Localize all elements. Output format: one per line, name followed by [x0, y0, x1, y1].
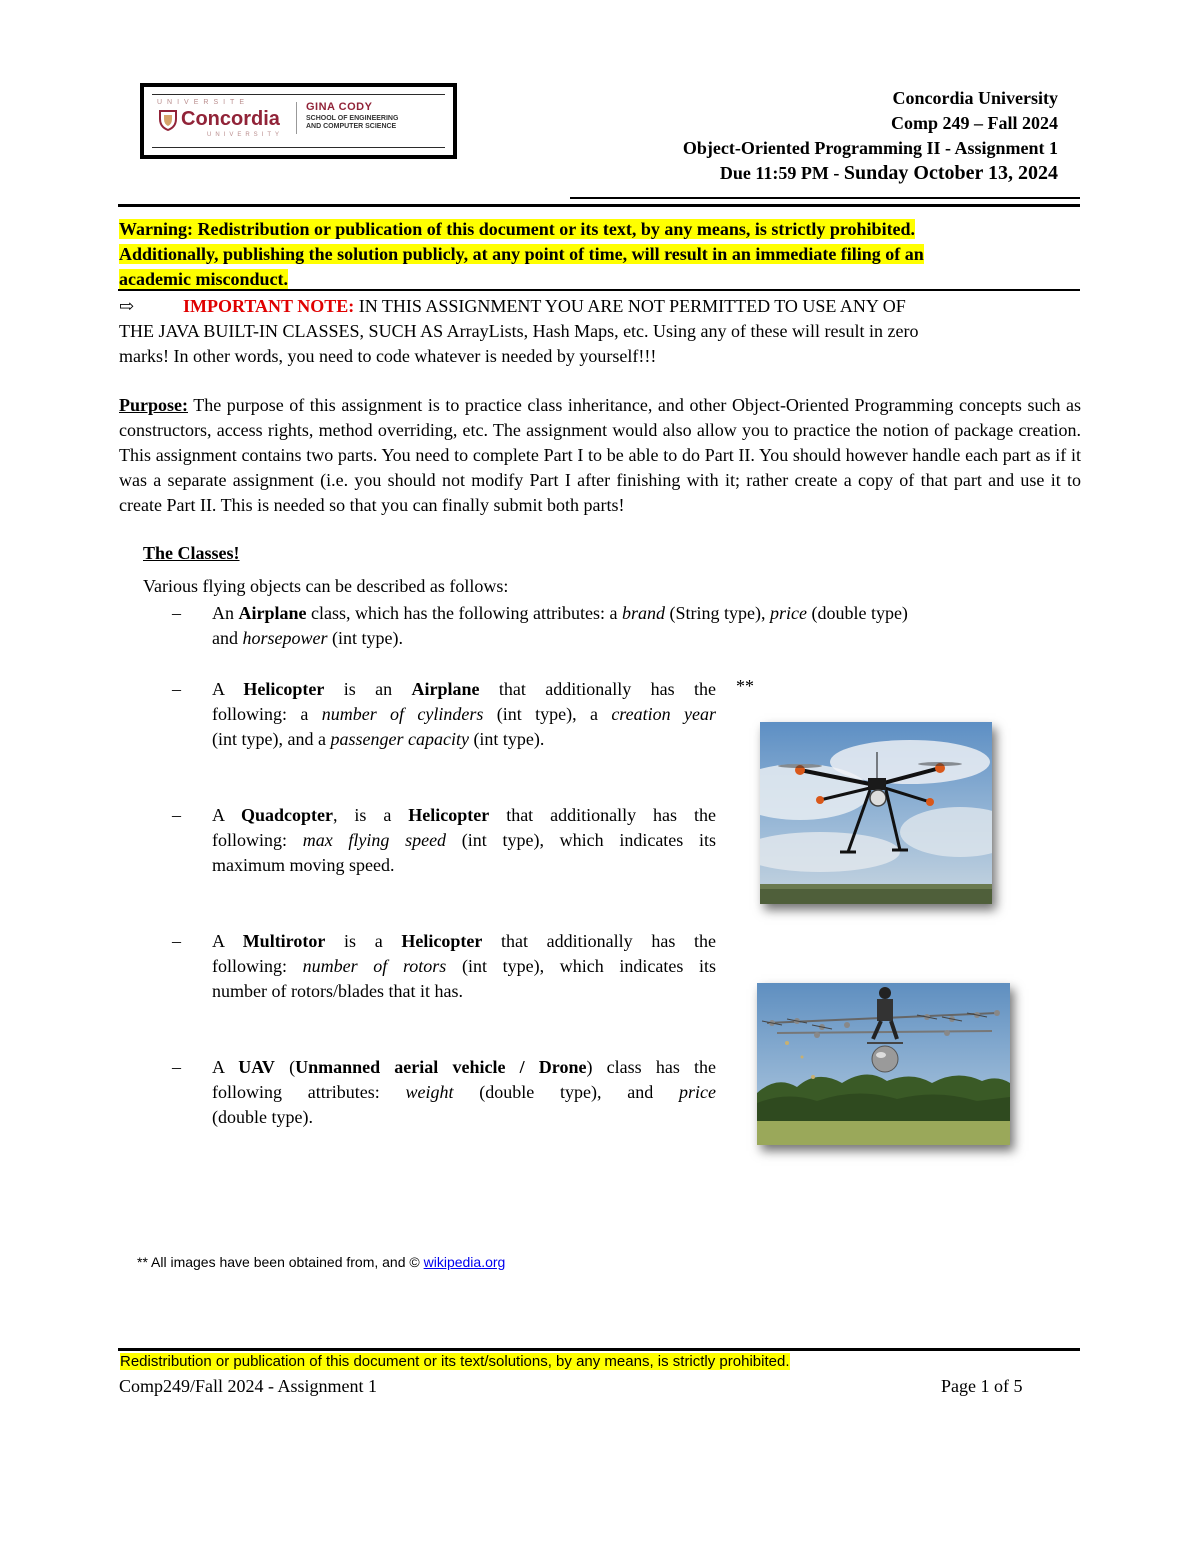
course-term: Comp 249 – Fall 2024 [890, 113, 1058, 133]
due-date: Due 11:59 PM - Sunday October 13, 2024 [719, 162, 1058, 184]
concordia-mark-icon [159, 109, 177, 131]
purpose-paragraph: Purpose: The purpose of this assignment is to practice class inheritance, and other Object-Oriented Programming concepts such as constructors, access rights, method overriding, etc. The assignment would also allow you to practice the notion of package creation. This assignment contains two parts. You need to complete Part I to be able to do Part II. You should however handle each part as if it was a separate assignment (i.e. you should not modify Part I after finishing with it; rather create a copy of that part and use it to create Part II. This is needed so that you can finally submit both parts! [119, 395, 1081, 515]
university-name: Concordia University [892, 88, 1058, 108]
list-item-airplane: – An Airplane class, which has the following attributes: a brand (String type), price (double type) and horsepower (int type). [172, 603, 908, 648]
list-item-helicopter: – A Helicopter is an Airplane that additionally has the following: a number of cylinders (int type), a creation year (int type), and a passenger capacity (int type). [172, 679, 716, 749]
warning-notice: Warning: Redistribution or publication of this document or its text, by any means, is strictly prohibited. Additionally, publishing the solution publicly, at any point of time, will result in an immediate filing of an academic misconduct. [119, 219, 924, 289]
list-item-uav: – A UAV (Unmanned aerial vehicle / Drone) class has the following attributes: weight (double type), and price (double type). [172, 1057, 717, 1127]
list-item-multirotor: – A Multirotor is a Helicopter that additionally has the following: number of rotors (int type), which indicates its number of rotors/blades that it has. [172, 931, 717, 1001]
logo-wordmark: Concordia [181, 108, 280, 130]
logo-school-title: GINA CODY [306, 101, 373, 113]
footer-notice: Redistribution or publication of this document or its text/solutions, by any means, is strictly prohibited. [120, 1353, 790, 1370]
image-credit-footnote: ** All images have been obtained from, and © wikipedia.org [137, 1254, 506, 1270]
concordia-logo [140, 83, 457, 159]
logo-arch-bottom: UNIVERSITY [207, 132, 284, 138]
warning-divider [118, 289, 1080, 291]
top-divider [118, 204, 1080, 207]
header-divider [570, 197, 1080, 199]
logo-school-name: SCHOOL OF ENGINEERING AND COMPUTER SCIENCE [306, 115, 399, 130]
logo-arch-top: UNIVERSITE [157, 99, 250, 106]
footer-divider [118, 1348, 1080, 1351]
quadcopter-photo [760, 722, 992, 904]
purpose-label: Purpose: [119, 395, 188, 415]
page-number: Page 1 of 5 [941, 1376, 1023, 1396]
multirotor-photo [757, 983, 1010, 1145]
course-header [683, 86, 1058, 186]
classes-intro: Various flying objects can be described as follows: [143, 576, 509, 596]
image-note-marker: ** [736, 676, 754, 696]
wikipedia-link[interactable]: wikipedia.org [423, 1254, 506, 1270]
footer-course-label: Comp249/Fall 2024 - Assignment 1 [119, 1376, 378, 1396]
important-note: ⇨ IMPORTANT NOTE: IN THIS ASSIGNMENT YOU ARE NOT PERMITTED TO USE ANY OF THE JAVA BUILT-IN CLASSES, SUCH AS ArrayLists, Hash Maps, etc. Using any of these will result in zero marks! In other words, you need to code whatever is needed by yourself!!! [119, 296, 919, 366]
list-item-quadcopter: – A Quadcopter, is a Helicopter that additionally has the following: max flying speed (int type), which indicates its maximum moving speed. [172, 805, 717, 875]
assignment-title: Object-Oriented Programming II - Assignment 1 [682, 138, 1058, 158]
arrow-right-icon: ⇨ [119, 296, 135, 316]
classes-heading: The Classes! [143, 543, 240, 563]
